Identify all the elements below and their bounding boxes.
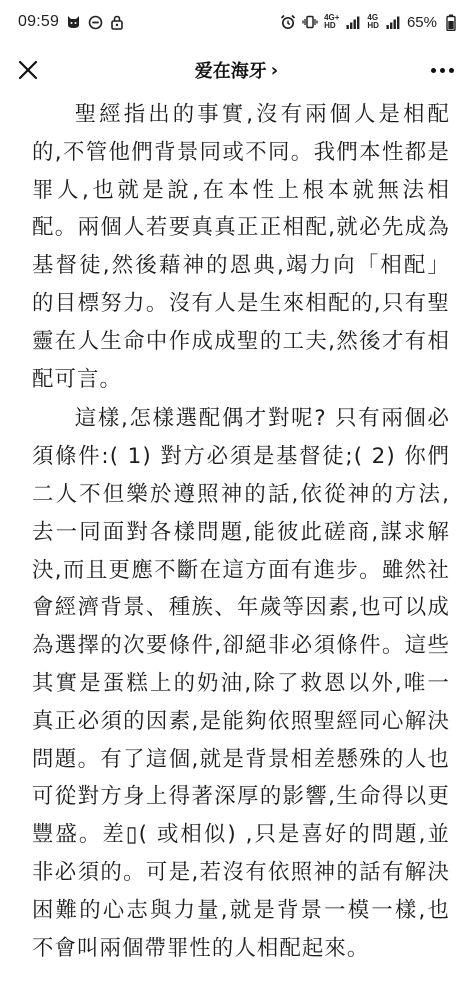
network-badge-2	[367, 14, 379, 30]
account-title-link[interactable]: 爱在海牙	[194, 61, 267, 82]
status-time: 09:59	[18, 13, 60, 30]
more-dot-icon	[449, 68, 454, 73]
lock-icon	[109, 14, 125, 30]
nav-bar	[0, 44, 473, 96]
network-2-label: HD	[367, 21, 379, 30]
signal-1-icon	[345, 14, 361, 30]
more-dot-icon	[431, 68, 436, 73]
network-2-type: 4G	[367, 13, 379, 22]
battery-percent: 65%	[406, 13, 437, 31]
network-1-label: HD	[324, 21, 336, 30]
alarm-icon	[280, 14, 296, 30]
network-badge-1	[324, 14, 339, 30]
close-icon	[17, 59, 39, 81]
more-options-button[interactable]	[425, 56, 459, 84]
network-1-type: 4G+	[324, 13, 340, 22]
status-left	[18, 13, 125, 31]
battery-icon	[443, 14, 459, 30]
article-body	[32, 96, 450, 1000]
cat-notification-icon	[65, 14, 81, 30]
article-paragraph-1: 聖經指出的事實,沒有兩個人是相配的,不管他們背景同或不同。我們本性都是罪人,也就是說,在本性上根本就無法相配。兩個人若要真真正正相配,就必先成為基督徒,然後藉神的恩典,竭力向「相配」的目標努力。沒有人是生來相配的,只有聖靈在人生命中作成成聖的工夫,然後才有相配可言。	[32, 102, 450, 392]
chevron-right-icon[interactable]: ›	[270, 59, 279, 81]
nav-title-wrap	[0, 44, 473, 96]
status-right	[280, 14, 459, 31]
signal-2-icon	[385, 14, 401, 30]
more-dot-icon	[440, 68, 445, 73]
do-not-disturb-icon	[87, 14, 103, 30]
article-paragraph-2: 這樣,怎樣選配偶才對呢? 只有兩個必須條件:( 1) 對方必須是基督徒;( 2) 你們二人不但樂於遵照神的話,依從神的方法,去一同面對各樣問題,能彼此磋商,謀求解決,而且更應不斷在這方面有進步。雖然社會經濟背景、種族、年歲等因素,也可以成為選擇的次要條件,卻絕非必須條件。這些其實是蛋糕上的奶油,除了救恩以外,唯一真正必須的因素,是能夠依照聖經同心解決問題。有了這個,就是背景相差懸殊的人也可從對方身上得著深厚的影響,生命得以更豐盛。差▯( 或相似) ,只是喜好的問題,並非必須的。可是,若沒有依照神的話有解決困難的心志與力量,就是背景一模一樣,也不會叫兩個帶罪性的人相配起來。	[32, 406, 450, 961]
status-bar	[0, 0, 473, 44]
vibrate-icon	[302, 14, 318, 30]
close-button[interactable]	[14, 56, 42, 84]
